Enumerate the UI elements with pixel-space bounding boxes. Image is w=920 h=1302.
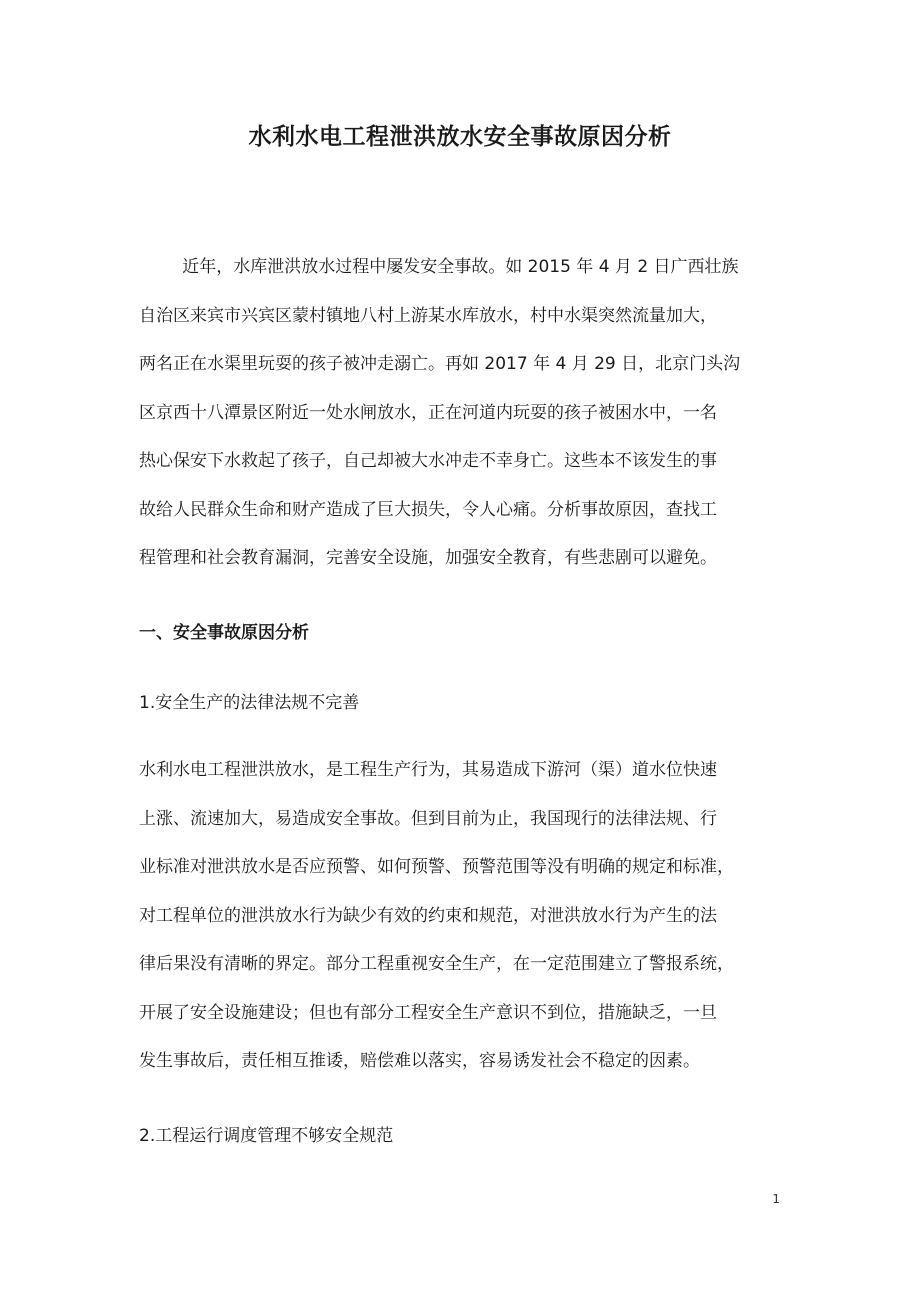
paragraph-line: 自治区来宾市兴宾区蒙村镇地八村上游某水库放水，村中水渠突然流量加大，	[139, 305, 717, 326]
paragraph-line: 区京西十八潭景区附近一处水闸放水，正在河道内玩耍的孩子被困水中，一名	[139, 402, 717, 423]
paragraph-line: 业标准对泄洪放水是否应预警、如何预警、预警范围等没有明确的规定和标准，	[139, 857, 734, 877]
intro-paragraph	[139, 243, 789, 583]
paragraph-line: 水利水电工程泄洪放水，是工程生产行为，其易造成下游河（渠）道水位快速	[139, 760, 717, 780]
subsection-heading-1: 1.安全生产的法律法规不完善	[139, 693, 360, 713]
paragraph-line: 律后果没有清晰的界定。部分工程重视安全生产，在一定范围建立了警报系统，	[139, 954, 734, 974]
page-number: 1	[772, 1192, 780, 1206]
paragraph-line: 程管理和社会教育漏洞，完善安全设施，加强安全教育，有些悲剧可以避免。	[139, 548, 717, 568]
document-title: 水利水电工程泄洪放水安全事故原因分析	[248, 124, 672, 150]
subsection-1-paragraph	[139, 746, 789, 1086]
paragraph-line: 开展了安全设施建设；但也有部分工程安全生产意识不到位，措施缺乏，一旦	[139, 1002, 717, 1023]
paragraph-line: 两名正在水渠里玩耍的孩子被冲走溺亡。再如 2017 年 4 月 29 日，北京门头沟	[139, 354, 741, 374]
section-heading: 一、安全事故原因分析	[139, 623, 309, 643]
paragraph-line: 上涨、流速加大，易造成安全事故。但到目前为止，我国现行的法律法规、行	[139, 808, 717, 829]
paragraph-line: 故给人民群众生命和财产造成了巨大损失，令人心痛。分析事故原因，查找工	[139, 499, 717, 520]
paragraph-line: 热心保安下水救起了孩子，自己却被大水冲走不幸身亡。这些本不该发生的事	[139, 451, 717, 471]
paragraph-line: 近年，水库泄洪放水过程中屡发安全事故。如 2015 年 4 月 2 日广西壮族	[139, 257, 739, 277]
subsection-heading-2: 2.工程运行调度管理不够安全规范	[139, 1126, 394, 1146]
paragraph-line: 发生事故后，责任相互推诿，赔偿难以落实，容易诱发社会不稳定的因素。	[139, 1051, 700, 1071]
paragraph-line: 对工程单位的泄洪放水行为缺少有效的约束和规范，对泄洪放水行为产生的法	[139, 905, 717, 926]
